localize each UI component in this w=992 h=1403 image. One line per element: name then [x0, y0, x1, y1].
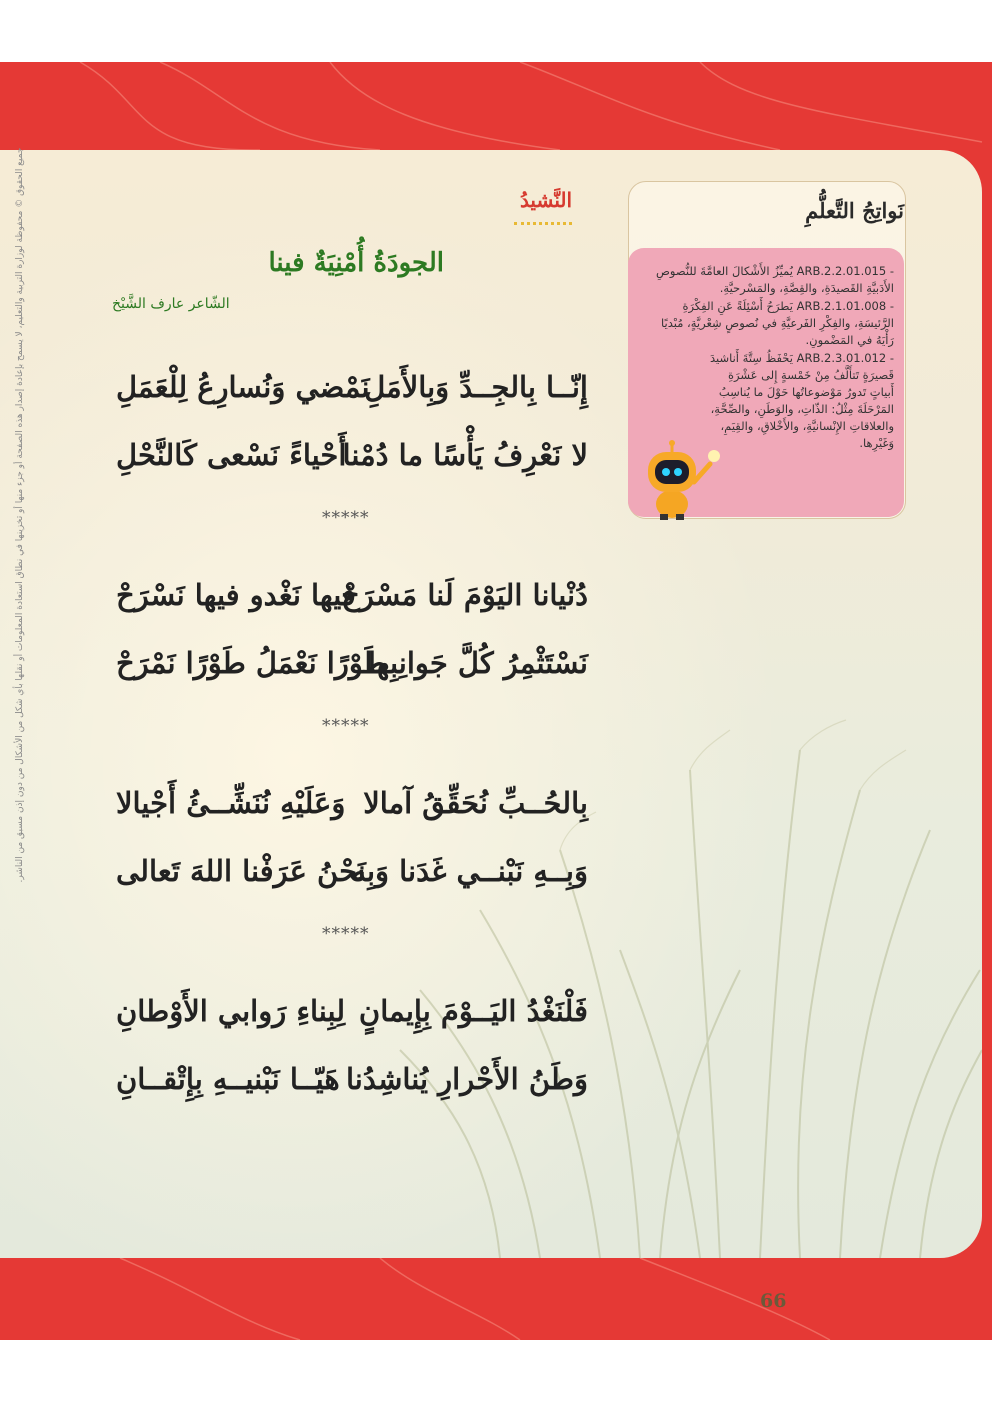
section-label-dots [514, 222, 572, 229]
verse-right: إِنّــا بِالجِــدِّ وَبِالأَمَلِ [364, 370, 588, 404]
verse-right: بِالحُــبِّ نُحَقِّقُ آمالا [363, 786, 588, 820]
learning-outcomes-title: نَواتِجُ التَّعلُّمِ [805, 198, 904, 223]
learning-outcomes-list [640, 263, 894, 453]
verse-left: لِبِناءِ رَوابي الأَوْطانِ [116, 994, 346, 1028]
stanza-separator: ***** [322, 716, 370, 736]
verse-left: نَمْضي وَنُسارِعُ لِلْعَمَلِ [116, 370, 370, 404]
verse-right: وَطَنُ الأَحْرارِ يُناشِدُنا [345, 1062, 588, 1096]
poet-name: الشّاعر عارف الشَّيْخ [112, 296, 230, 312]
section-label: النَّشيدُ [519, 188, 572, 212]
page-number: 66 [760, 1290, 787, 1312]
stanza-separator: ***** [322, 508, 370, 528]
verse-left: فيها نَغْدو فيها نَسْرَحْ [116, 578, 356, 612]
verse-left: وَعَلَيْهِ نُنَشِّــئُ أَجْيالا [116, 786, 346, 820]
outcome-item: - ARB.2.2.01.015 يُميِّزُ الأَشْكالَ العامَّةَ للنُّصوصِ الأَدَبيَّةِ القَصيدَةِ، والقِصَّةِ، والمَسْرحيَّةِ. [656, 264, 894, 295]
poem-title: الجودَةُ أُمْنِيَةٌ فينا [268, 248, 444, 278]
outcome-item: - ARB.2.1.01.008 يَطرَحُ أَسْئِلَةً عَنِ الفِكْرَةِ الرَّئيسَةِ، والفِكْرِ الفَرعيَّةِ في نُصوصٍ شِعْريَّةٍ، مُبْديًا رَأْيَهُ في المَضْمونِ. [661, 299, 894, 347]
verse-left: هَيّــا نَبْنيــهِ بِإِتْقــانِ [116, 1062, 340, 1096]
verse-right: لا نَعْرِفُ يَأْسًا ما دُمْنا [342, 438, 588, 472]
verse-right: دُنْيانا اليَوْمَ لَنا مَسْرَحْ [341, 578, 588, 612]
verse-right: نَسْتَثْمِرُ كُلَّ جَوانِبِها [367, 646, 588, 680]
verse-left: نَحْنُ عَرَفْنا اللهَ تَعالى [116, 854, 366, 888]
stanza-separator: ***** [322, 924, 370, 944]
verse-right: فَلْنَغْدُ اليَــوْمَ بِإِيمانٍ [358, 994, 588, 1028]
outcome-item: - ARB.2.3.01.012 يَحْفَظُ سِتَّةَ أَناشيدَ قَصيرَةٍ تَتأَلَّفُ مِنْ خَمْسةٍ إِلى عَشْرَةِ أَبياتٍ تَدورُ مَوْضوعاتُها حَوْلَ ما يُناسِبُ المَرْحَلَةَ مِثْلُ: الذّاتِ، والوَطَنِ، والصِّحَّةِ، والعلاقاتِ الإِنْسانيَّةِ، والأَخْلاقِ، والقِيَمِ، وَغَيْرِها. [709, 351, 894, 450]
verse-right: وَبِــهِ نَبْنــي غَدَنا وَبِه [351, 854, 588, 888]
verse-left: طَوْرًا نَعْمَلُ طَوْرًا نَمْرَحْ [116, 646, 387, 680]
robot-mascot-icon [636, 438, 722, 520]
copyright-side-note: جميع الحقوق © محفوظة لوزارة التربية والتعليم، لا يسمح بإعادة إصدار هذه الصفحة أو جزء منها أو تخزينها في نطاق استعادة المعلومات أو نقلها بأي شكل من الأشكال من دون إذن مسبق من الناشر. [15, 147, 25, 883]
verse-left: أَحْياءً نَسْعى كَالنَّحْلِ [116, 438, 347, 472]
